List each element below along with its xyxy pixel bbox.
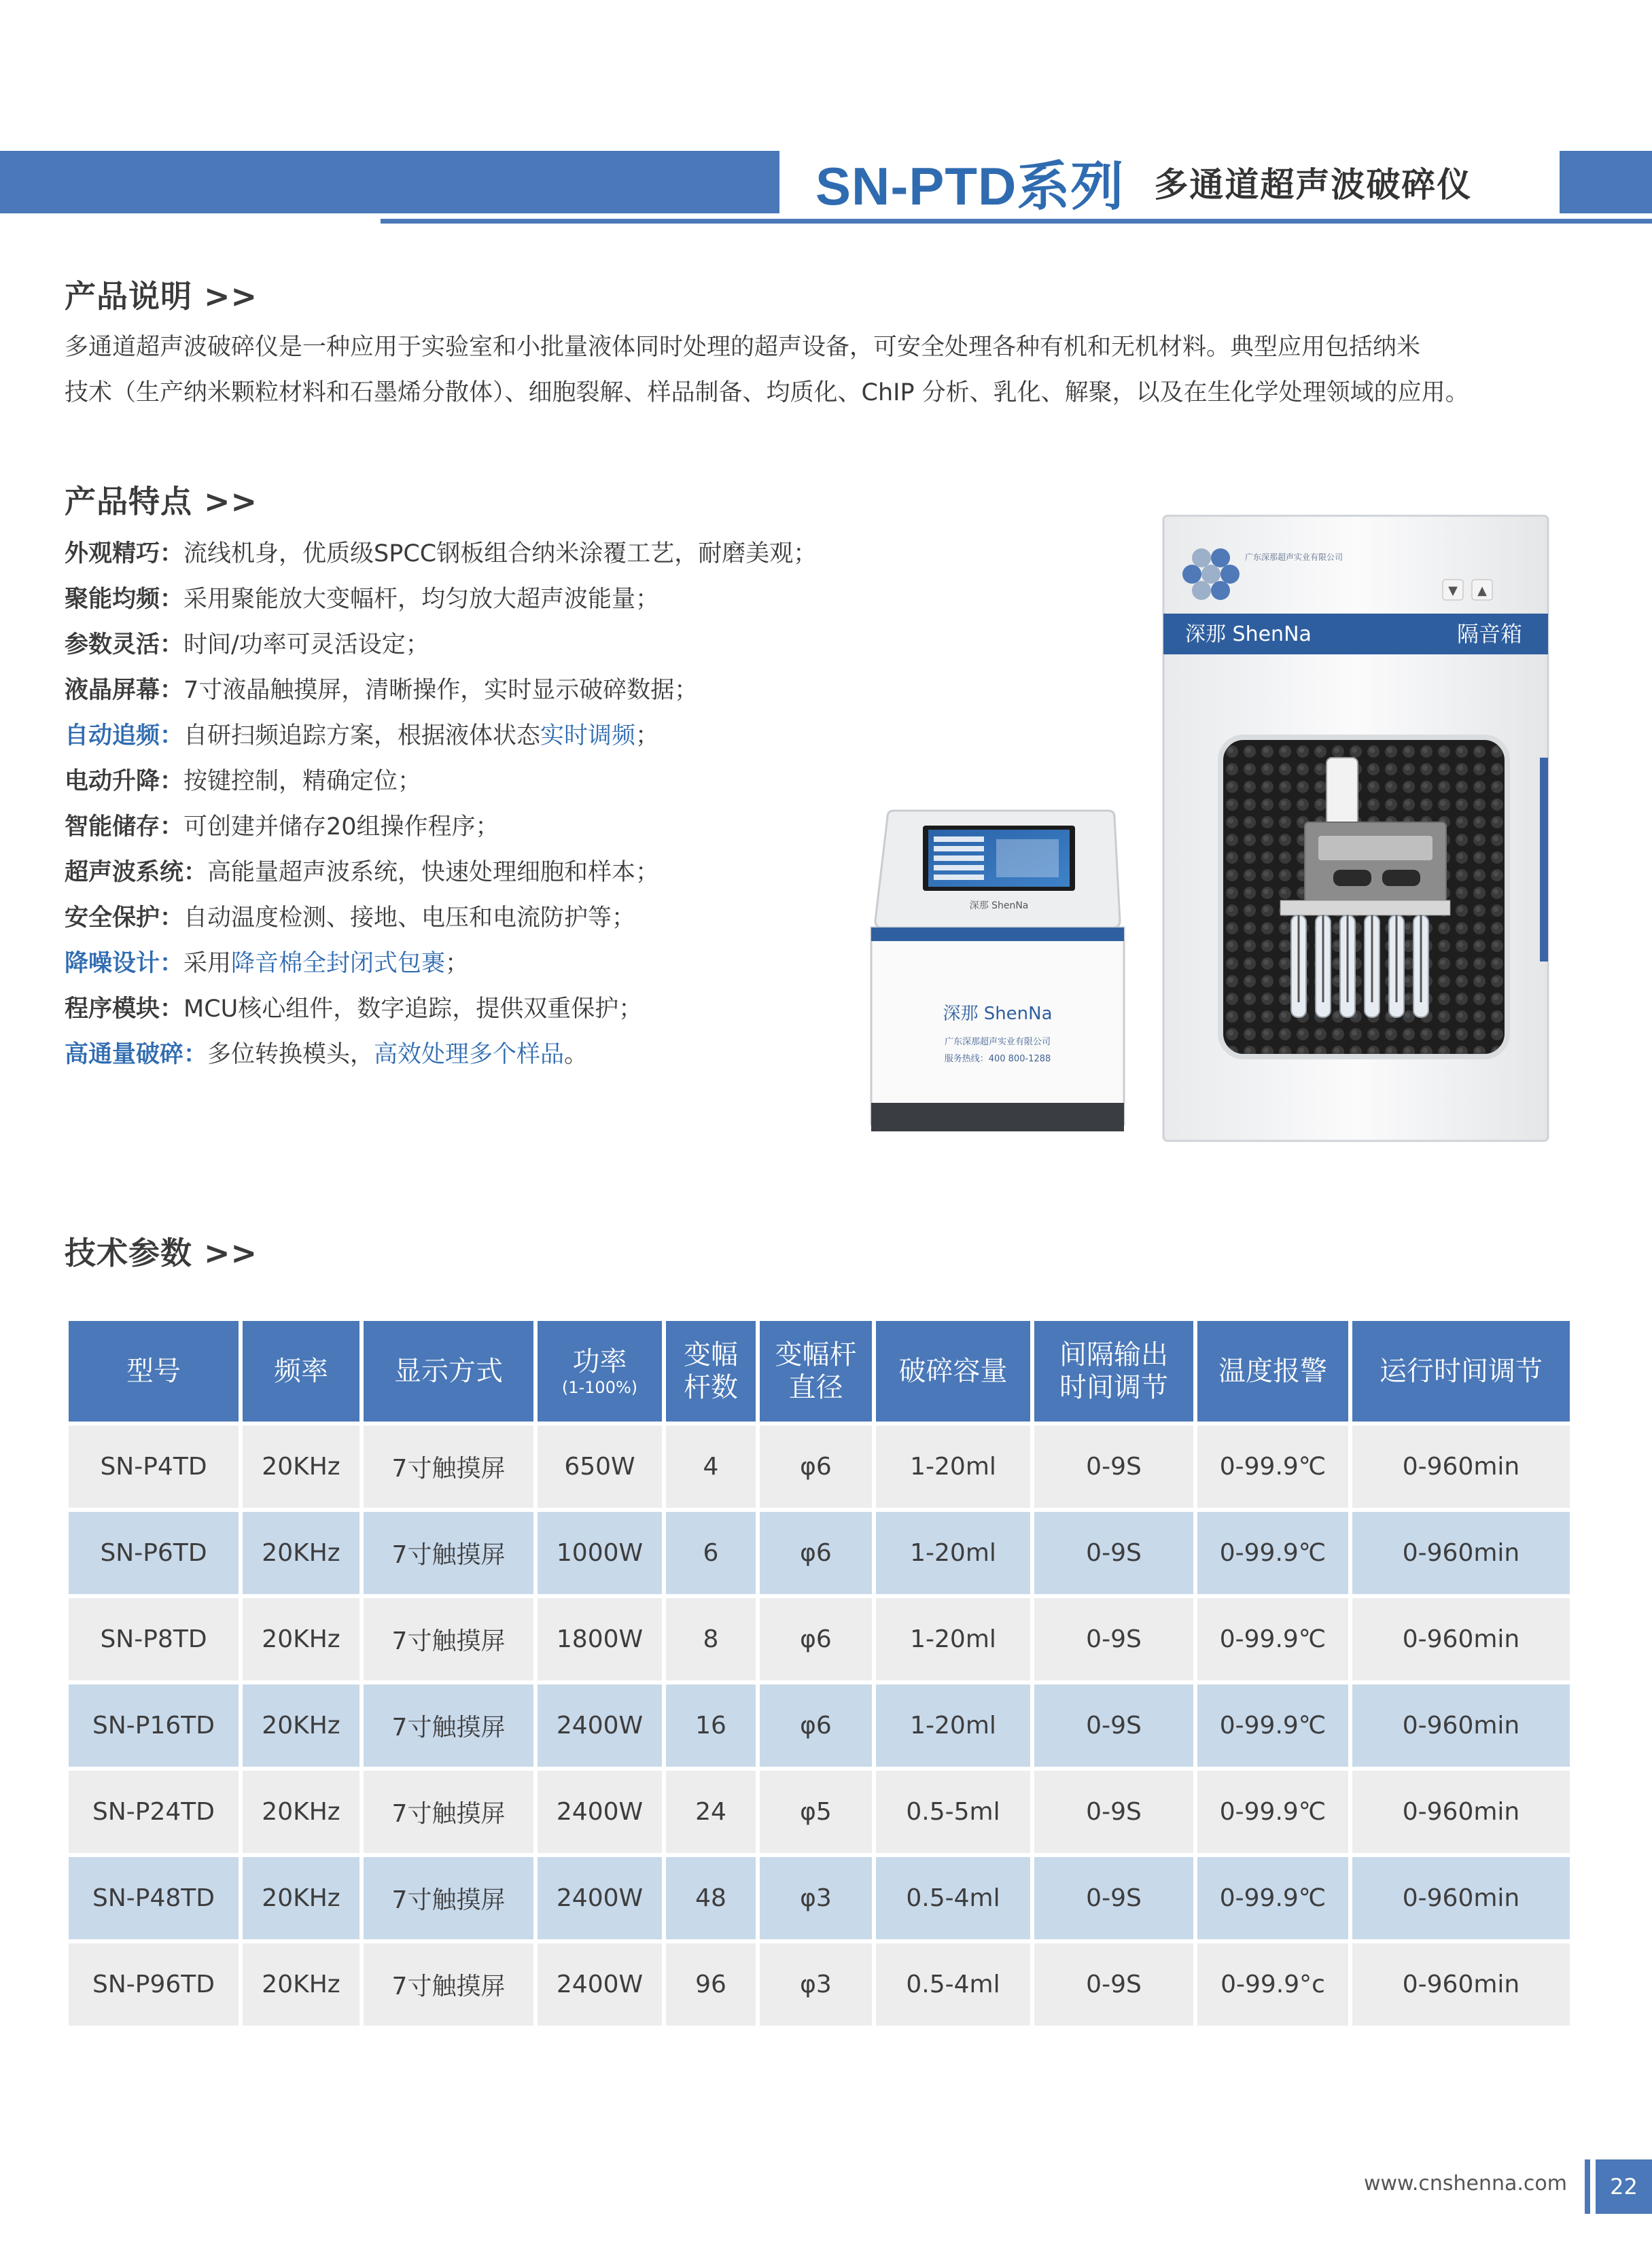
table-cell: 16 [666, 1684, 756, 1767]
feature-text: MCU核心组件，数字追踪，提供双重保护； [183, 995, 643, 1023]
up-button-icon: ▲ [1477, 584, 1487, 598]
feature-text: ； [635, 722, 660, 749]
table-cell: 0-9S [1034, 1857, 1193, 1939]
table-cell: 0-99.9℃ [1197, 1684, 1348, 1767]
spec-header-horn-count: 变幅 杆数 [666, 1321, 756, 1422]
spec-header-horn-diameter: 变幅杆 直径 [760, 1321, 872, 1422]
feature-text: 可创建并储存20组操作程序； [183, 813, 499, 841]
feature-text: 采用聚能放大变幅杆，均匀放大超声波能量； [183, 586, 660, 613]
table-cell: 1-20ml [876, 1426, 1030, 1508]
feature-key: 降噪设计： [65, 950, 184, 977]
cabinet-company: 广东深那超声实业有限公司 [1245, 552, 1343, 562]
table-cell: 650W [538, 1426, 662, 1508]
feature-item [65, 850, 907, 896]
feature-text: ； [445, 950, 470, 977]
header-band-right [1560, 151, 1652, 213]
feature-item [65, 759, 907, 805]
feature-key: 液晶屏幕： [65, 677, 184, 704]
table-cell: φ3 [760, 1857, 872, 1939]
table-row [69, 1512, 1570, 1594]
table-cell: 0-99.9°c [1197, 1943, 1348, 2026]
controller-screen-brand: 深那 ShenNa [969, 900, 1029, 911]
table-cell: 20KHz [243, 1512, 359, 1594]
table-cell: 0-99.9℃ [1197, 1598, 1348, 1680]
table-cell: 4 [666, 1426, 756, 1508]
table-row [69, 1426, 1570, 1508]
table-cell: 7寸触摸屏 [364, 1771, 533, 1853]
table-cell: SN-P24TD [69, 1771, 239, 1853]
table-cell: 96 [666, 1943, 756, 2026]
feature-highlight: 高效处理多个样品 [374, 1041, 565, 1068]
table-row [69, 1684, 1570, 1767]
sound-box [1163, 516, 1548, 1141]
table-cell: 0-960min [1352, 1857, 1570, 1939]
table-cell: 0-9S [1034, 1771, 1193, 1853]
feature-key: 参数灵活： [65, 631, 184, 658]
table-cell: 1-20ml [876, 1684, 1030, 1767]
table-cell: 0-960min [1352, 1684, 1570, 1767]
table-cell: 20KHz [243, 1771, 359, 1853]
table-cell: 7寸触摸屏 [364, 1512, 533, 1594]
feature-text: 自研扫频追踪方案，根据液体状态 [183, 722, 541, 749]
table-row [69, 1598, 1570, 1680]
header-band-left [0, 151, 779, 213]
feature-item [65, 896, 907, 941]
feature-key: 安全保护： [65, 904, 184, 932]
spec-header-capacity: 破碎容量 [876, 1321, 1030, 1422]
feature-text: 时间/功率可灵活设定； [183, 631, 429, 658]
feature-text: 采用 [183, 950, 232, 977]
table-cell: 0-9S [1034, 1426, 1193, 1508]
product-image [870, 513, 1577, 1148]
controller-hotline: 服务热线：400 800-1288 [944, 1054, 1051, 1064]
table-cell: 0-960min [1352, 1512, 1570, 1594]
description-line: 技术（生产纳米颗粒材料和石墨烯分散体）、细胞裂解、样品制备、均质化、ChIP 分析、乳化、解聚，以及在生化学处理领域的应用。 [65, 379, 1469, 406]
description-heading: 产品说明 >> [65, 278, 258, 315]
spec-header-interval: 间隔输出 时间调节 [1034, 1321, 1193, 1422]
product-name-title: 多通道超声波破碎仪 [1154, 165, 1473, 205]
table-cell: 20KHz [243, 1598, 359, 1680]
feature-text: 。 [564, 1041, 588, 1068]
page-title [815, 151, 1473, 216]
feature-item [65, 622, 907, 668]
table-row [69, 1771, 1570, 1853]
feature-item [65, 987, 907, 1032]
table-cell: φ6 [760, 1684, 872, 1767]
feature-item [65, 668, 907, 713]
table-cell: 7寸触摸屏 [364, 1684, 533, 1767]
table-cell: 0-99.9℃ [1197, 1857, 1348, 1939]
table-cell: 2400W [538, 1943, 662, 2026]
table-cell: φ3 [760, 1943, 872, 2026]
table-cell: 48 [666, 1857, 756, 1939]
table-cell: 24 [666, 1771, 756, 1853]
table-cell: SN-P4TD [69, 1426, 239, 1508]
table-cell: 0-960min [1352, 1771, 1570, 1853]
table-cell: 2400W [538, 1684, 662, 1767]
feature-key: 高通量破碎： [65, 1041, 208, 1068]
feature-item [65, 805, 907, 850]
table-cell: 0-960min [1352, 1598, 1570, 1680]
feature-item [65, 531, 907, 577]
feature-item [65, 713, 907, 759]
controller-brand: 深那 ShenNa [943, 1004, 1053, 1024]
feature-item [65, 941, 907, 987]
table-cell: 1800W [538, 1598, 662, 1680]
table-cell: 0.5-4ml [876, 1857, 1030, 1939]
table-cell: 20KHz [243, 1857, 359, 1939]
series-title: SN-PTD系列 [815, 156, 1125, 216]
table-cell: SN-P16TD [69, 1684, 239, 1767]
description-text [65, 325, 1607, 416]
table-cell: SN-P8TD [69, 1598, 239, 1680]
feature-item [65, 577, 907, 622]
down-button-icon: ▼ [1448, 584, 1458, 598]
table-cell: 0-9S [1034, 1943, 1193, 2026]
table-cell: 1-20ml [876, 1512, 1030, 1594]
feature-list [65, 531, 907, 1078]
spec-header-display: 显示方式 [364, 1321, 533, 1422]
feature-key: 聚能均频： [65, 586, 184, 613]
cabinet-label: 隔音箱 [1456, 621, 1522, 647]
feature-item [65, 1032, 907, 1078]
table-cell: 0-960min [1352, 1943, 1570, 2026]
table-cell: 7寸触摸屏 [364, 1857, 533, 1939]
table-cell: 6 [666, 1512, 756, 1594]
feature-key: 程序模块： [65, 995, 184, 1023]
spec-header-frequency: 频率 [243, 1321, 359, 1422]
table-cell: 7寸触摸屏 [364, 1426, 533, 1508]
table-cell: φ6 [760, 1598, 872, 1680]
spec-header-power: 功率 (1-100%) [538, 1321, 662, 1422]
spec-header-row [69, 1321, 1570, 1422]
specs-heading: 技术参数 >> [65, 1235, 258, 1271]
table-cell: 0-960min [1352, 1426, 1570, 1508]
table-cell: 0-99.9℃ [1197, 1512, 1348, 1594]
table-cell: φ6 [760, 1512, 872, 1594]
table-cell: 20KHz [243, 1426, 359, 1508]
table-cell: SN-P6TD [69, 1512, 239, 1594]
feature-key: 自动追频： [65, 722, 184, 749]
feature-text: 高能量超声波系统，快速处理细胞和样本； [207, 859, 660, 886]
spec-header-runtime: 运行时间调节 [1352, 1321, 1570, 1422]
controller-company: 广东深那超声实业有限公司 [944, 1037, 1051, 1047]
table-cell: 0-99.9℃ [1197, 1426, 1348, 1508]
table-cell: 7寸触摸屏 [364, 1598, 533, 1680]
feature-text: 按键控制，精确定位； [183, 768, 422, 795]
cabinet-brand: 深那 ShenNa [1185, 622, 1312, 646]
table-cell: 20KHz [243, 1684, 359, 1767]
page-number: 22 [1596, 2159, 1652, 2214]
table-cell: 0-99.9℃ [1197, 1771, 1348, 1853]
feature-text: 7寸液晶触摸屏，清晰操作，实时显示破碎数据； [183, 677, 699, 704]
table-cell: 1-20ml [876, 1598, 1030, 1680]
feature-text: 多位转换模头， [207, 1041, 374, 1068]
table-cell: 7寸触摸屏 [364, 1943, 533, 2026]
table-cell: 1000W [538, 1512, 662, 1594]
table-cell: 20KHz [243, 1943, 359, 2026]
features-heading: 产品特点 >> [65, 483, 258, 520]
spec-header-temp-alarm: 温度报警 [1197, 1321, 1348, 1422]
feature-text: 流线机身，优质级SPCC钢板组合纳米涂覆工艺，耐磨美观； [183, 540, 818, 567]
table-cell: 8 [666, 1598, 756, 1680]
table-cell: φ5 [760, 1771, 872, 1853]
table-row [69, 1943, 1570, 2026]
controller-unit [871, 811, 1124, 1131]
feature-key: 外观精巧： [65, 540, 184, 567]
feature-highlight: 实时调频 [540, 722, 636, 749]
table-cell: φ6 [760, 1426, 872, 1508]
spec-table [65, 1317, 1574, 2030]
feature-key: 超声波系统： [65, 859, 208, 886]
table-row [69, 1857, 1570, 1939]
table-cell: 0-9S [1034, 1684, 1193, 1767]
feature-key: 电动升降： [65, 768, 184, 795]
table-cell: 0-9S [1034, 1598, 1193, 1680]
spec-header-model: 型号 [69, 1321, 239, 1422]
footer-url[interactable]: www.cnshenna.com [1363, 2172, 1567, 2195]
table-cell: 2400W [538, 1771, 662, 1853]
table-cell: 0.5-4ml [876, 1943, 1030, 2026]
feature-highlight: 降音棉全封闭式包裹 [231, 950, 446, 977]
table-cell: 2400W [538, 1857, 662, 1939]
table-cell: 0.5-5ml [876, 1771, 1030, 1853]
table-cell: SN-P48TD [69, 1857, 239, 1939]
footer-divider [1585, 2159, 1590, 2214]
description-line: 多通道超声波破碎仪是一种应用于实验室和小批量液体同时处理的超声设备，可安全处理各种有机和无机材料。典型应用包括纳米 [65, 334, 1421, 361]
table-cell: 0-9S [1034, 1512, 1193, 1594]
table-cell: SN-P96TD [69, 1943, 239, 2026]
feature-key: 智能储存： [65, 813, 184, 841]
feature-text: 自动温度检测、接地、电压和电流防护等； [183, 904, 636, 932]
